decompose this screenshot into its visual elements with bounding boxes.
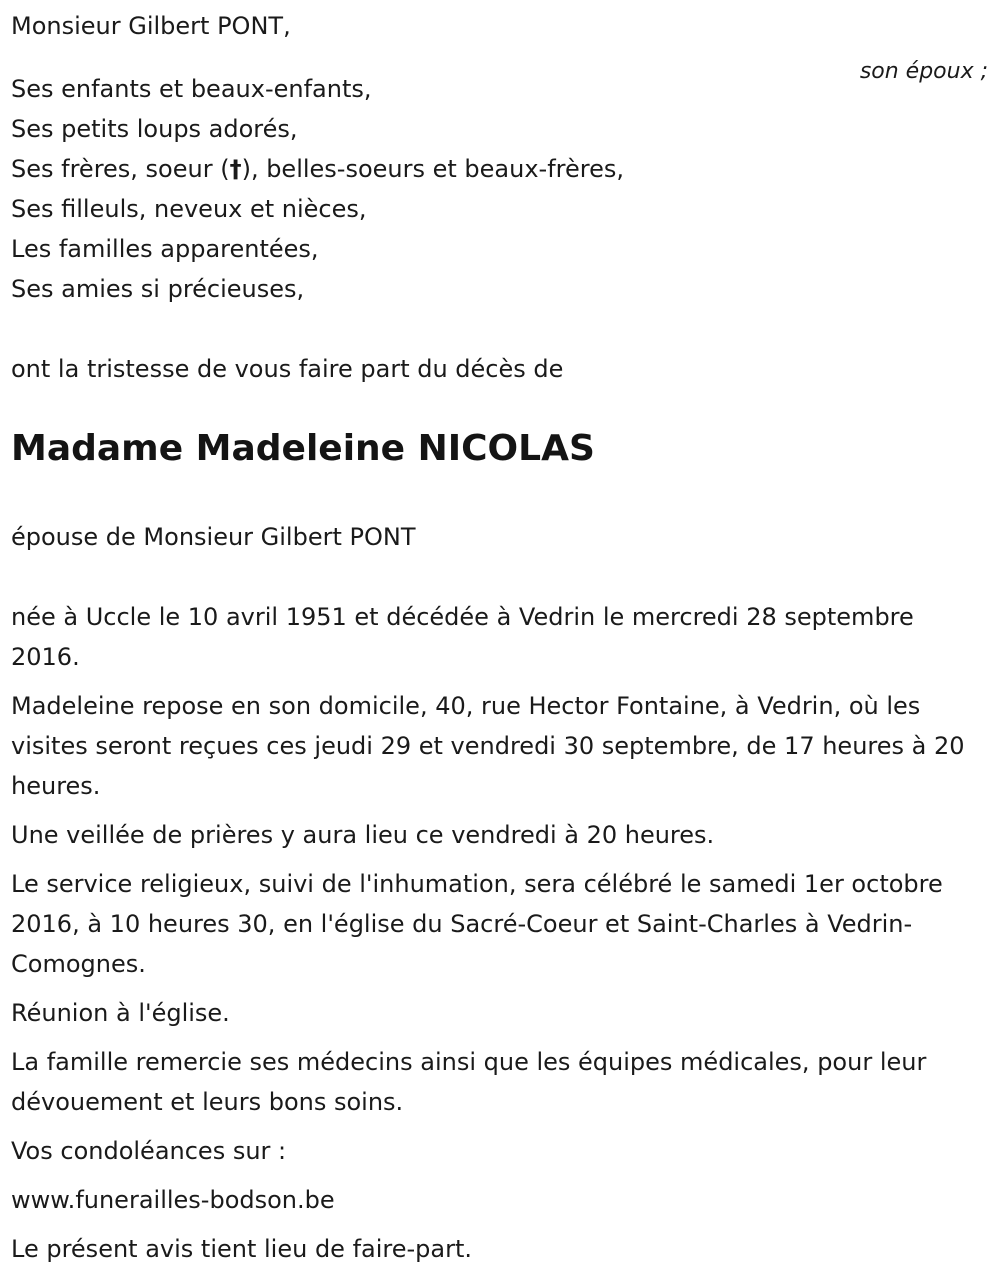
mourner-line-siblings [11, 149, 624, 189]
meeting-paragraph: Réunion à l'église. [11, 999, 230, 1027]
mourner-line: Les familles apparentées, [11, 235, 319, 263]
mourner-line: Ses filleuls, neveux et nièces, [11, 195, 367, 223]
mourners-list [11, 69, 624, 309]
cross-icon: † [229, 155, 242, 183]
spouse-line: épouse de Monsieur Gilbert PONT [11, 523, 416, 551]
mourner-line: Ses petits loups adorés, [11, 115, 298, 143]
deceased-name: Madame Madeleine NICOLAS [11, 428, 595, 469]
condolences-label: Vos condoléances sur : [11, 1137, 287, 1165]
mourner-line: Ses amies si précieuses, [11, 275, 305, 303]
notice-footer: Le présent avis tient lieu de faire-part. [11, 1235, 473, 1263]
thanks-paragraph: La famille remercie ses médecins ainsi que les équipes médicales, pour leur dévouement et leurs bons soins. [11, 1048, 927, 1116]
service-paragraph: Le service religieux, suivi de l'inhumation, sera célébré le samedi 1er octobre 2016, à 10 heures 30, en l'église du Sacré-Coeur et Saint-Charles à Vedrin-Comognes. [11, 870, 943, 978]
mourner-line: Ses enfants et beaux-enfants, [11, 75, 372, 103]
notice-body [11, 597, 986, 1278]
vigil-paragraph: Une veillée de prières y aura lieu ce vendredi à 20 heures. [11, 821, 715, 849]
siblings-prefix: Ses frères, soeur ( [11, 155, 230, 183]
condolences-link[interactable]: www.funerailles-bodson.be [11, 1186, 335, 1214]
first-mourner-role: son époux ; [859, 59, 988, 84]
first-mourner: Monsieur Gilbert PONT, [11, 12, 291, 40]
birth-death-paragraph: née à Uccle le 10 avril 1951 et décédée à Vedrin le mercredi 28 septembre 2016. [11, 603, 914, 671]
announcement: ont la tristesse de vous faire part du décès de [11, 355, 564, 383]
visitation-paragraph: Madeleine repose en son domicile, 40, rue Hector Fontaine, à Vedrin, où les visites seront reçues ces jeudi 29 et vendredi 30 septembre, de 17 heures à 20 heures. [11, 692, 965, 800]
siblings-suffix: ), belles-soeurs et beaux-frères, [241, 155, 625, 183]
